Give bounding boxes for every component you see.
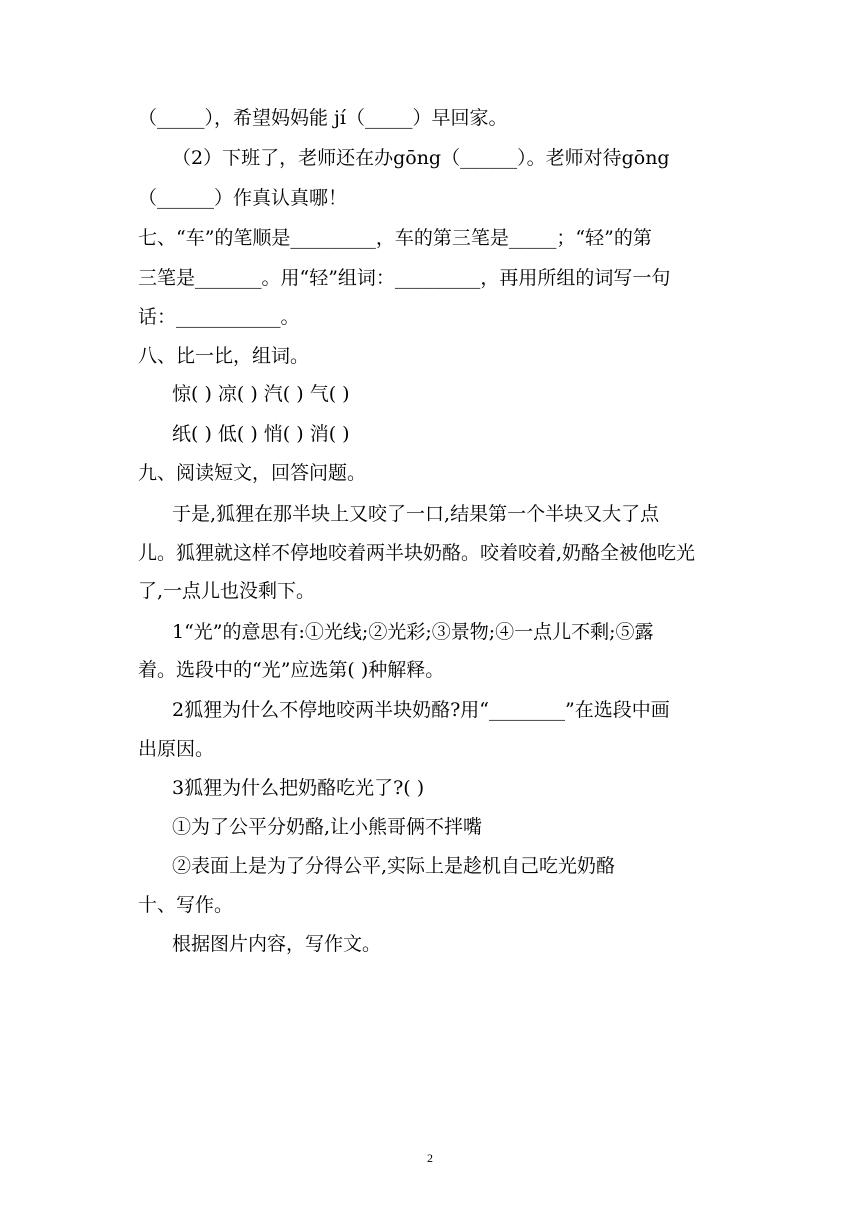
page-number: 2 (427, 1151, 433, 1165)
question-9-1-line-2: 着。选段中的“光”应选第( )种解释。 (138, 659, 445, 681)
question-8-row-1: 惊( ) 凉( ) 汽( ) 气( ) (172, 383, 350, 405)
question-8-row-2: 纸( ) 低( ) 悄( ) 消( ) (172, 423, 350, 445)
line-6-2a: （2）下班了，老师还在办gōng（______）。老师对待gōng (172, 147, 670, 169)
passage-line-3: 了,一点儿也没剩下。 (138, 580, 316, 602)
line-6-1-blank: （_____），希望妈妈能 jí（_____）早回家。 (138, 107, 508, 129)
question-10-heading: 十、写作。 (138, 894, 234, 916)
question-9-2-line-1: 2狐狸为什么不停地咬两半块奶酪?用“________”在选段中画 (172, 699, 670, 721)
question-7-line-1: 七、“车”的笔顺是_________，车的第三笔是_____；“轻”的第 (138, 227, 652, 249)
question-9-3: 3狐狸为什么把奶酪吃光了?( ) (172, 777, 425, 799)
passage-line-1: 于是,狐狸在那半块上又咬了一口,结果第一个半块又大了点 (172, 503, 660, 525)
question-8-heading: 八、比一比，组词。 (138, 345, 310, 367)
question-7-line-2: 三笔是_______。用“轻”组词：_________，再用所组的词写一句 (138, 267, 671, 289)
option-1: ①为了公平分奶酪,让小熊哥俩不拌嘴 (172, 816, 483, 838)
question-9-heading: 九、阅读短文，回答问题。 (138, 462, 367, 484)
passage-line-2: 儿。狐狸就这样不停地咬着两半块奶酪。咬着咬着,奶酪全被他吃光 (138, 542, 696, 564)
question-9-2-line-2: 出原因。 (138, 738, 215, 760)
question-9-1-line-1: 1“光”的意思有:①光线;②光彩;③景物;④一点儿不剩;⑤露 (172, 621, 654, 643)
question-10-instruction: 根据图片内容，写作文。 (172, 933, 382, 955)
question-7-line-3: 话：___________。 (138, 306, 300, 328)
line-6-2b: （______）作真认真哪！ (138, 187, 348, 209)
option-2: ②表面上是为了分得公平,实际上是趁机自己吃光奶酪 (172, 855, 616, 877)
